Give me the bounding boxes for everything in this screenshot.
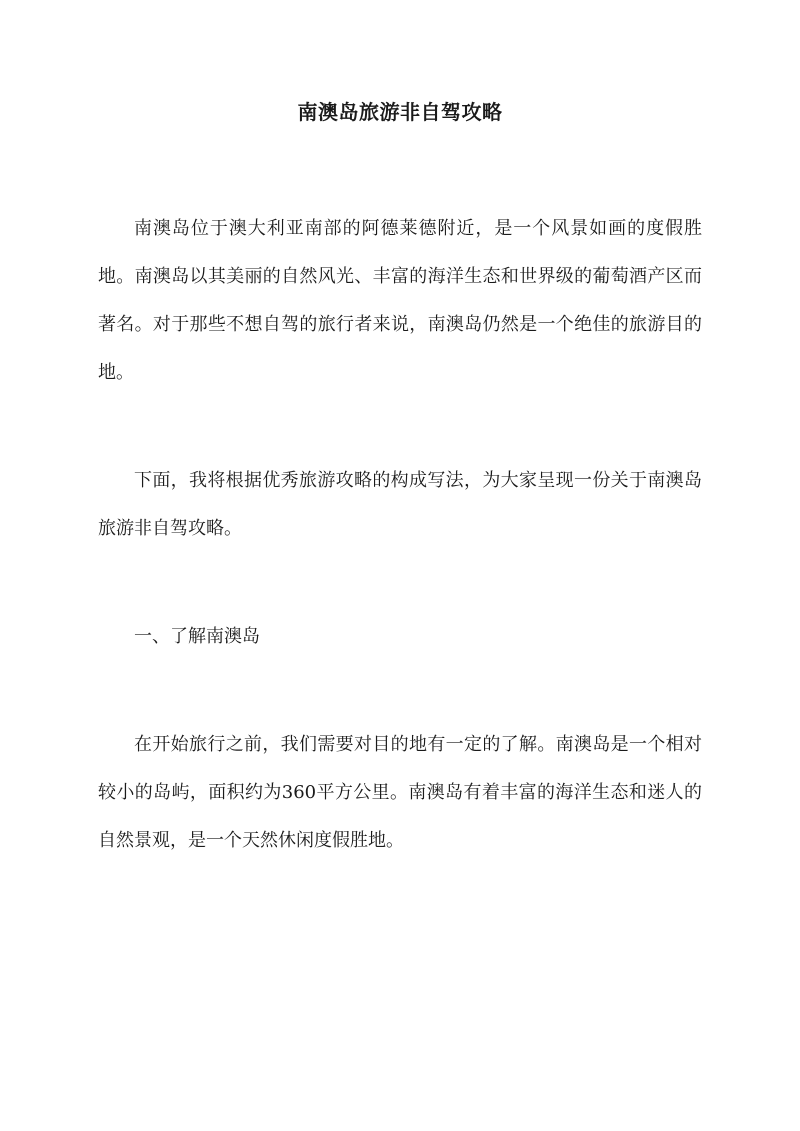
document-title: 南澳岛旅游非自驾攻略 [297, 100, 503, 124]
paragraph-intro: 南澳岛位于澳大利亚南部的阿德莱德附近，是一个风景如画的度假胜地。南澳岛以其美丽的自然风光、丰富的海洋生态和世界级的葡萄酒产区而著名。对于那些不想自驾的旅行者来说，南澳岛仍然是一个绝佳的旅游目的地。 [98, 218, 702, 383]
paragraph-overview: 下面，我将根据优秀旅游攻略的构成写法，为大家呈现一份关于南澳岛旅游非自驾攻略。 [98, 470, 702, 539]
section-heading: 一、了解南澳岛 [134, 626, 260, 647]
paragraph-island-info: 在开始旅行之前，我们需要对目的地有一定的了解。南澳岛是一个相对较小的岛屿，面积约为360平方公里。南澳岛有着丰富的海洋生态和迷人的自然景观，是一个天然休闲度假胜地。 [98, 734, 702, 851]
